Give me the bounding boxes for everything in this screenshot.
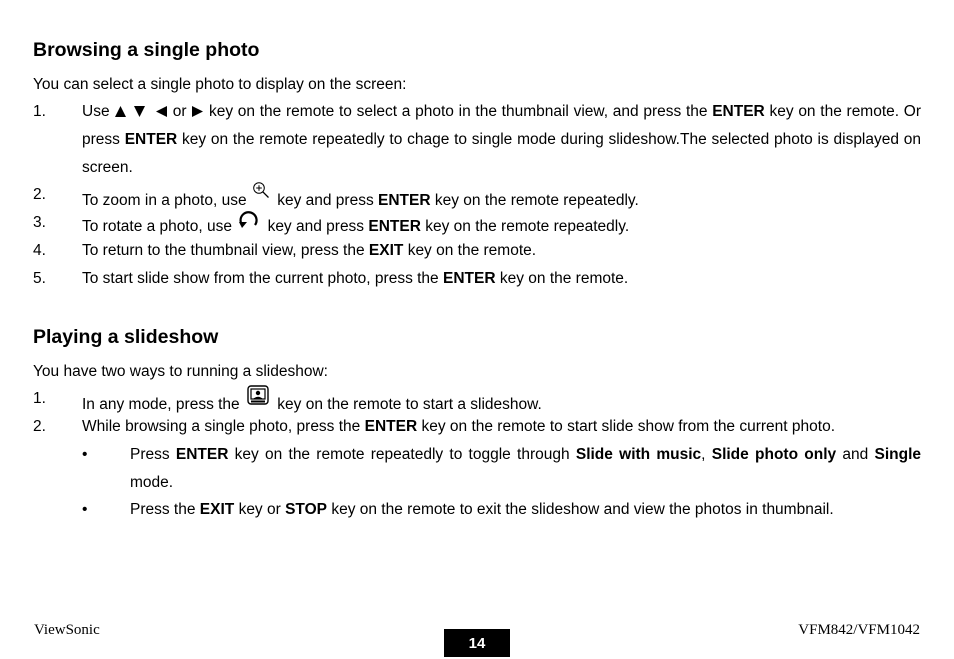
list-number: 3.: [33, 214, 46, 231]
list-text: In any mode, press the key on the remote to start a slideshow.: [82, 385, 921, 419]
list-text: To return to the thumbnail view, press the EXIT key on the remote.: [82, 242, 537, 259]
list-number: 2.: [33, 418, 46, 435]
section-heading-browsing: Browsing a single photo: [33, 39, 260, 61]
arrow-up-icon: [114, 105, 127, 118]
section-intro-slideshow: You have two ways to running a slideshow:: [33, 363, 328, 380]
page-number: 14: [444, 629, 510, 657]
list-text: To zoom in a photo, use key and press ENTER key on the remote repeatedly.: [82, 181, 921, 215]
bullet-text: Press ENTER key on the remote repeatedly to toggle through Slide with music, Slide photo only and Single mode.: [130, 446, 922, 491]
bullet-mark: •: [82, 501, 88, 518]
arrow-left-icon: [155, 105, 168, 118]
bullet-text: Press the EXIT key or STOP key on the remote to exit the slideshow and view the photos in thumbnail.: [130, 501, 834, 518]
list-number: 1.: [33, 390, 46, 407]
list-number: 4.: [33, 242, 46, 259]
slideshow-icon: [247, 385, 269, 405]
list-number: 1.: [33, 103, 46, 120]
list-text: While browsing a single photo, press the ENTER key on the remote to start slide show from the current photo.: [82, 418, 836, 435]
list-number: 5.: [33, 270, 46, 287]
zoom-in-icon: [252, 181, 270, 199]
rotate-icon: [238, 209, 260, 229]
section-heading-slideshow: Playing a slideshow: [33, 326, 219, 348]
list-text: Use or key on the remote to select a photo in the thumbnail view, and press the ENTER key on the remote. Or press ENTER key on the remote repeatedly to chage to single mode during slideshow.The selected photo is displayed on screen.: [82, 103, 922, 176]
arrow-down-icon: [133, 105, 146, 118]
list-number: 2.: [33, 186, 46, 203]
list-text: To rotate a photo, use key and press ENTER key on the remote repeatedly.: [82, 209, 921, 241]
footer-model: VFM842/VFM1042: [798, 622, 920, 638]
bullet-mark: •: [82, 446, 88, 463]
footer-brand: ViewSonic: [34, 622, 100, 638]
list-text: To start slide show from the current photo, press the ENTER key on the remote.: [82, 270, 629, 287]
arrow-right-icon: [191, 105, 204, 118]
section-intro-browsing: You can select a single photo to display on the screen:: [33, 76, 407, 93]
